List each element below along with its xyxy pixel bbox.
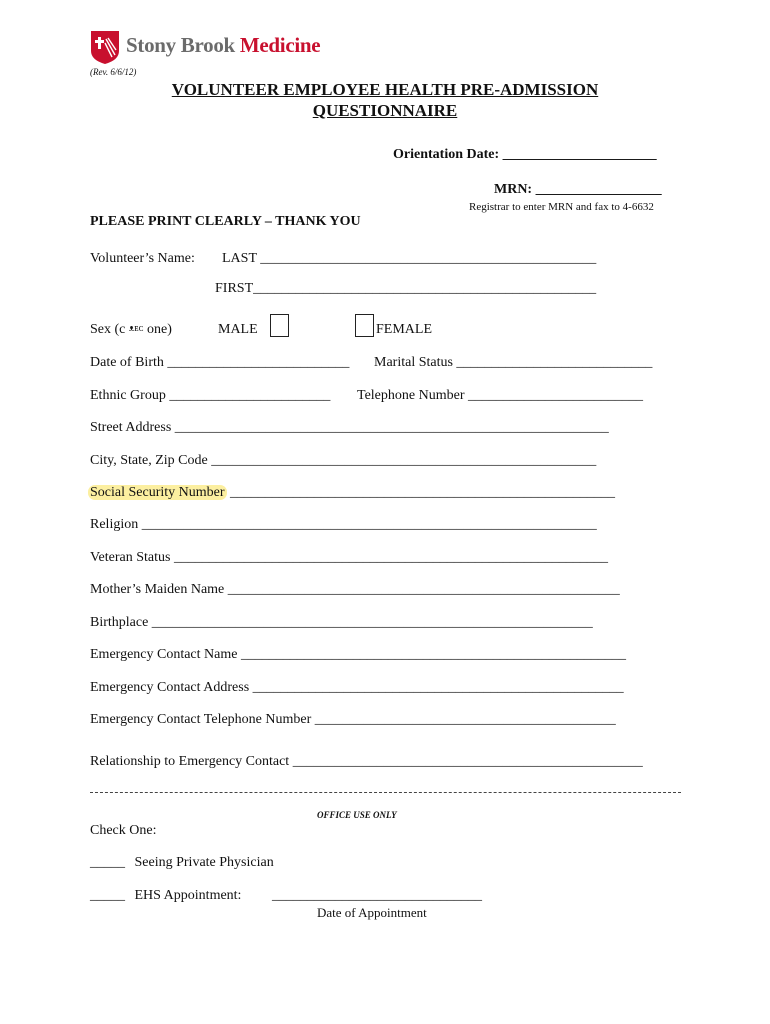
form-title-line2: QUESTIONNAIRE xyxy=(312,101,458,120)
logo-text-part2: Medicine xyxy=(239,33,321,57)
ssn-label-highlighted: Social Security Number xyxy=(90,485,225,500)
date-of-birth-field[interactable]: Date of Birth __________________________ xyxy=(90,355,350,370)
birthplace-field[interactable]: Birthplace _______________________________________________________________ xyxy=(90,615,593,630)
private-physician-option[interactable] xyxy=(90,855,274,871)
first-name-field[interactable] xyxy=(215,281,596,297)
check-one-label: Check One: xyxy=(90,823,157,838)
logo-text-part1: Stony Brook xyxy=(126,33,235,57)
ethnic-group-field[interactable]: Ethnic Group _______________________ xyxy=(90,388,331,403)
print-clearly-instruction: PLEASE PRINT CLEARLY – THANK YOU xyxy=(90,214,361,229)
appointment-date-blank[interactable]: ______________________________ xyxy=(272,888,482,903)
office-use-divider xyxy=(90,792,681,793)
emergency-contact-name-field[interactable]: Emergency Contact Name _______________________________________________________ xyxy=(90,647,626,662)
ssn-blank: _______________________________________________________ xyxy=(230,485,616,500)
sex-label-suffix: one) xyxy=(147,322,172,337)
social-security-field[interactable] xyxy=(88,485,615,501)
marital-status-field[interactable]: Marital Status ____________________________ xyxy=(374,355,653,370)
ehs-appointment-label: EHS Appointment: xyxy=(134,888,242,903)
logo-wordmark xyxy=(126,33,320,58)
private-physician-blank: _____ xyxy=(90,855,125,870)
first-name-blank: _________________________________________________ xyxy=(253,281,597,296)
relationship-field[interactable]: Relationship to Emergency Contact __________________________________________________ xyxy=(90,754,643,769)
female-label: FEMALE xyxy=(376,322,432,337)
revision-date: (Rev. 6/6/12) xyxy=(90,67,137,77)
religion-field[interactable]: Religion _________________________________________________________________ xyxy=(90,517,597,532)
mrn-note: Registrar to enter MRN and fax to 4-6632 xyxy=(469,201,654,213)
mothers-maiden-name-field[interactable]: Mother’s Maiden Name ________________________________________________________ xyxy=(90,582,620,597)
sex-label xyxy=(90,322,172,338)
first-name-label: FIRST xyxy=(215,281,254,296)
appointment-date-label: Date of Appointment xyxy=(317,905,427,920)
sex-label-prefix: Sex (c xyxy=(90,322,126,337)
last-name-label: LAST xyxy=(222,251,257,266)
telephone-number-field[interactable]: Telephone Number _________________________ xyxy=(357,388,643,403)
veteran-status-field[interactable]: Veteran Status ______________________________________________________________ xyxy=(90,550,608,565)
office-use-heading: OFFICE USE ONLY xyxy=(317,810,397,820)
city-state-zip-field[interactable]: City, State, Zip Code _______________________________________________________ xyxy=(90,453,597,468)
ehs-appointment-blank: _____ xyxy=(90,888,125,903)
orientation-date-label: Orientation Date: xyxy=(393,147,500,162)
orientation-date-blank: ______________________ xyxy=(502,147,657,162)
last-name-blank: ________________________________________________ xyxy=(260,251,597,266)
stony-brook-logo-icon xyxy=(89,29,121,65)
mrn-field[interactable] xyxy=(494,182,662,198)
emergency-contact-phone-field[interactable]: Emergency Contact Telephone Number ___________________________________________ xyxy=(90,712,616,727)
male-checkbox[interactable] xyxy=(270,314,289,337)
form-title-line1: VOLUNTEER EMPLOYEE HEALTH PRE-ADMISSION xyxy=(171,80,599,99)
mrn-blank: __________________ xyxy=(535,182,662,197)
emergency-contact-address-field[interactable]: Emergency Contact Address _____________________________________________________ xyxy=(90,680,624,695)
ehs-appointment-option[interactable] xyxy=(90,888,241,904)
female-checkbox[interactable] xyxy=(355,314,374,337)
orientation-date-field[interactable] xyxy=(393,147,657,163)
sex-label-glyph: ᴥᴇᴄ xyxy=(128,323,144,334)
last-name-field[interactable] xyxy=(222,251,596,267)
private-physician-label: Seeing Private Physician xyxy=(134,855,274,870)
volunteer-name-label: Volunteer’s Name: xyxy=(90,251,195,266)
male-label: MALE xyxy=(218,322,258,337)
mrn-label: MRN: xyxy=(494,182,533,197)
street-address-field[interactable]: Street Address ______________________________________________________________ xyxy=(90,420,609,435)
